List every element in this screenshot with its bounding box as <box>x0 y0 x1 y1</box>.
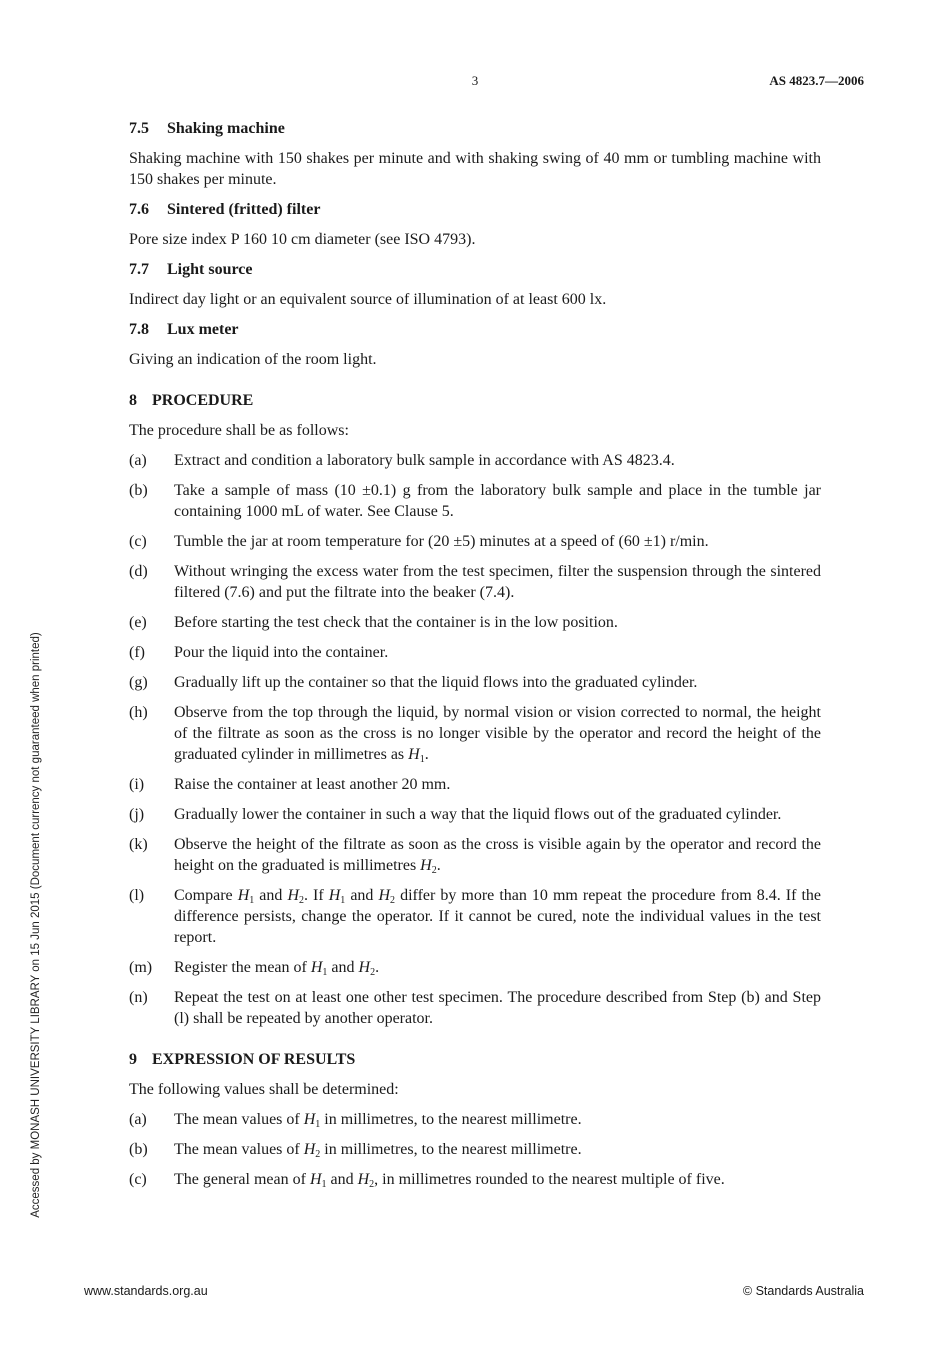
list-item: (g) Gradually lift up the container so that the liquid flows into the graduated cylinder. <box>129 674 698 691</box>
subsection-heading: 7.7 Light source <box>129 261 253 278</box>
list-item: (a) The mean values of $H_1$ in millimetres, to the nearest millimetre. <box>129 1111 582 1130</box>
symbol-h: H <box>420 857 432 874</box>
list-item: (c) Tumble the jar at room temperature for (20 ±5) minutes at a speed of (60 ±1) r/min. <box>129 533 709 550</box>
list-item: (n) Repeat the test on at least one other test specimen. The procedure described from Step (b) and Step (l) shall be repeated by another operator. <box>129 989 821 1027</box>
page-number: 3 <box>471 73 479 88</box>
list-item: (b) The mean values of $H_2$ in millimetres, to the nearest millimetre. <box>129 1141 582 1160</box>
standard-id: AS 4823.7—2006 <box>769 73 864 88</box>
list-item: (j) Gradually lower the container in such a way that the liquid flows out of the graduated cylinder. <box>129 806 782 823</box>
list-item: (e) Before starting the test check that the container is in the low position. <box>129 614 618 631</box>
list-item: (d) Without wringing the excess water from the test specimen, filter the suspension through the sintered filtered (7.6) and put the filtrate into the beaker (7.4). <box>129 563 821 601</box>
list-item: (h) Observe from the top through the liquid, by normal vision or vision corrected to normal, the height of the filtrate as soon as the cross is no longer visible by the operator and record the height of the graduated cylinder in millimetres as $H_1$. <box>129 704 821 765</box>
subsection-heading: 7.5 Shaking machine <box>129 120 285 137</box>
list-item: (k) Observe the height of the filtrate as soon as the cross is visible again by the operator and record the height on the graduated is millimetres $H_2$. <box>129 836 821 876</box>
footer-copyright: © Standards Australia <box>742 1284 864 1298</box>
list-item: (b) Take a sample of mass (10 ±0.1) g from the laboratory bulk sample and place in the tumble jar containing 1000 mL of water. See Clause 5. <box>129 482 821 520</box>
subsection-text: Pore size index P 160 10 cm diameter (see ISO 4793). <box>129 231 476 248</box>
list-item: (m) Register the mean of $H_1$ and $H_2$. <box>129 959 380 978</box>
procedure-intro: The procedure shall be as follows: <box>129 422 349 439</box>
list-item: (a) Extract and condition a laboratory bulk sample in accordance with AS 4823.4. <box>129 452 675 469</box>
list-item: (c) The general mean of $H_1$ and $H_2$, in millimetres rounded to the nearest multiple of five. <box>129 1171 725 1190</box>
list-item: (l) Compare $H_1$ and $H_2$. If $H_1$ and $H_2$ differ by more than 10 mm repeat the procedure from 8.4. If the difference persists, change the operator. If it cannot be cured, note the individual values in the test report. <box>129 887 821 946</box>
access-watermark: Accessed by MONASH UNIVERSITY LIBRARY on 15 Jun 2015 (Document currency not guaranteed when printed) <box>30 632 42 1218</box>
section-heading-results: 9 EXPRESSION OF RESULTS <box>129 1051 356 1068</box>
list-item: (i) Raise the container at least another 20 mm. <box>129 776 451 793</box>
list-item: (f) Pour the liquid into the container. <box>129 644 389 661</box>
footer-website-link[interactable]: www.standards.org.au <box>84 1284 208 1298</box>
results-intro: The following values shall be determined: <box>129 1081 399 1098</box>
section-heading-procedure: 8 PROCEDURE <box>129 392 254 409</box>
subsection-heading: 7.8 Lux meter <box>129 321 239 338</box>
subsection-heading: 7.6 Sintered (fritted) filter <box>129 201 321 218</box>
document-body <box>129 118 821 1199</box>
symbol-h: H <box>408 746 420 763</box>
subsection-text: Giving an indication of the room light. <box>129 351 377 368</box>
subsection-text: Shaking machine with 150 shakes per minute and with shaking swing of 40 mm or tumbling machine with 150 shakes per minute. <box>129 150 821 188</box>
subsection-text: Indirect day light or an equivalent source of illumination of at least 600 lx. <box>129 291 607 308</box>
